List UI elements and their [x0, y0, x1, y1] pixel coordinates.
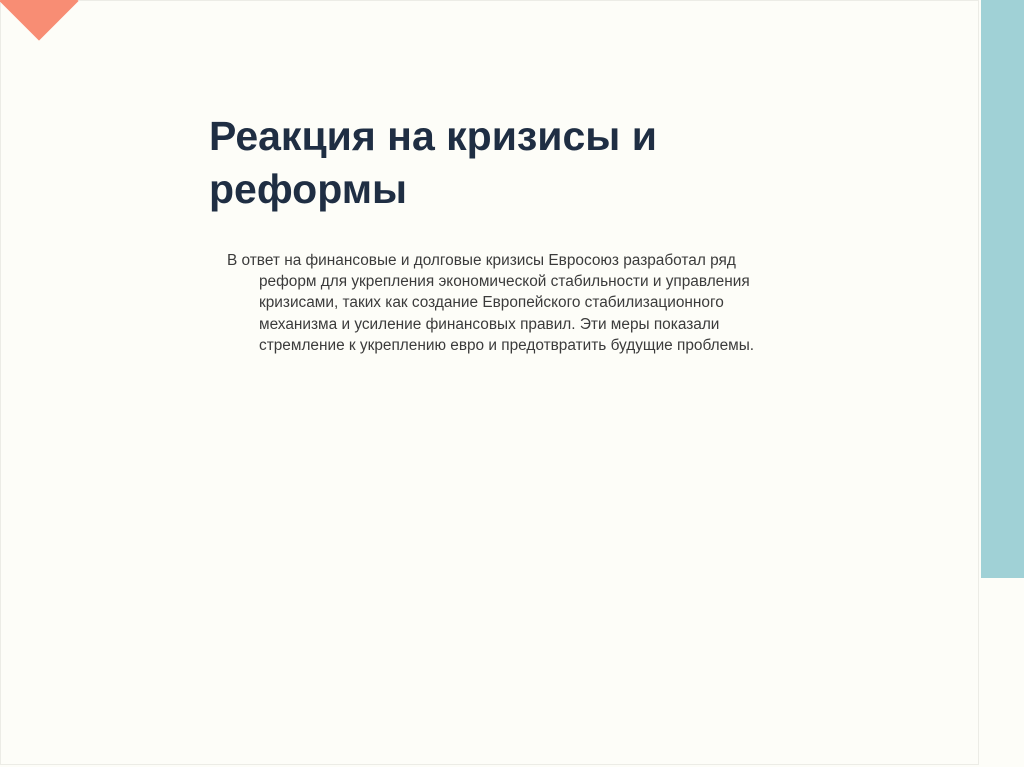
- side-accent-bar: [981, 0, 1024, 578]
- slide-body-text: В ответ на финансовые и долговые кризисы Евросоюз разработал ряд реформ для укрепления экономической стабильности и управления кризисами, таких как создание Европейского стабилизационного механизма и усиление финансовых правил. Эти меры показали стремление к укреплению евро и предотвратить будущие проблемы.: [227, 252, 755, 354]
- slide-title: Реакция на кризисы и реформы: [209, 113, 657, 212]
- diamond-decoration: [0, 0, 79, 41]
